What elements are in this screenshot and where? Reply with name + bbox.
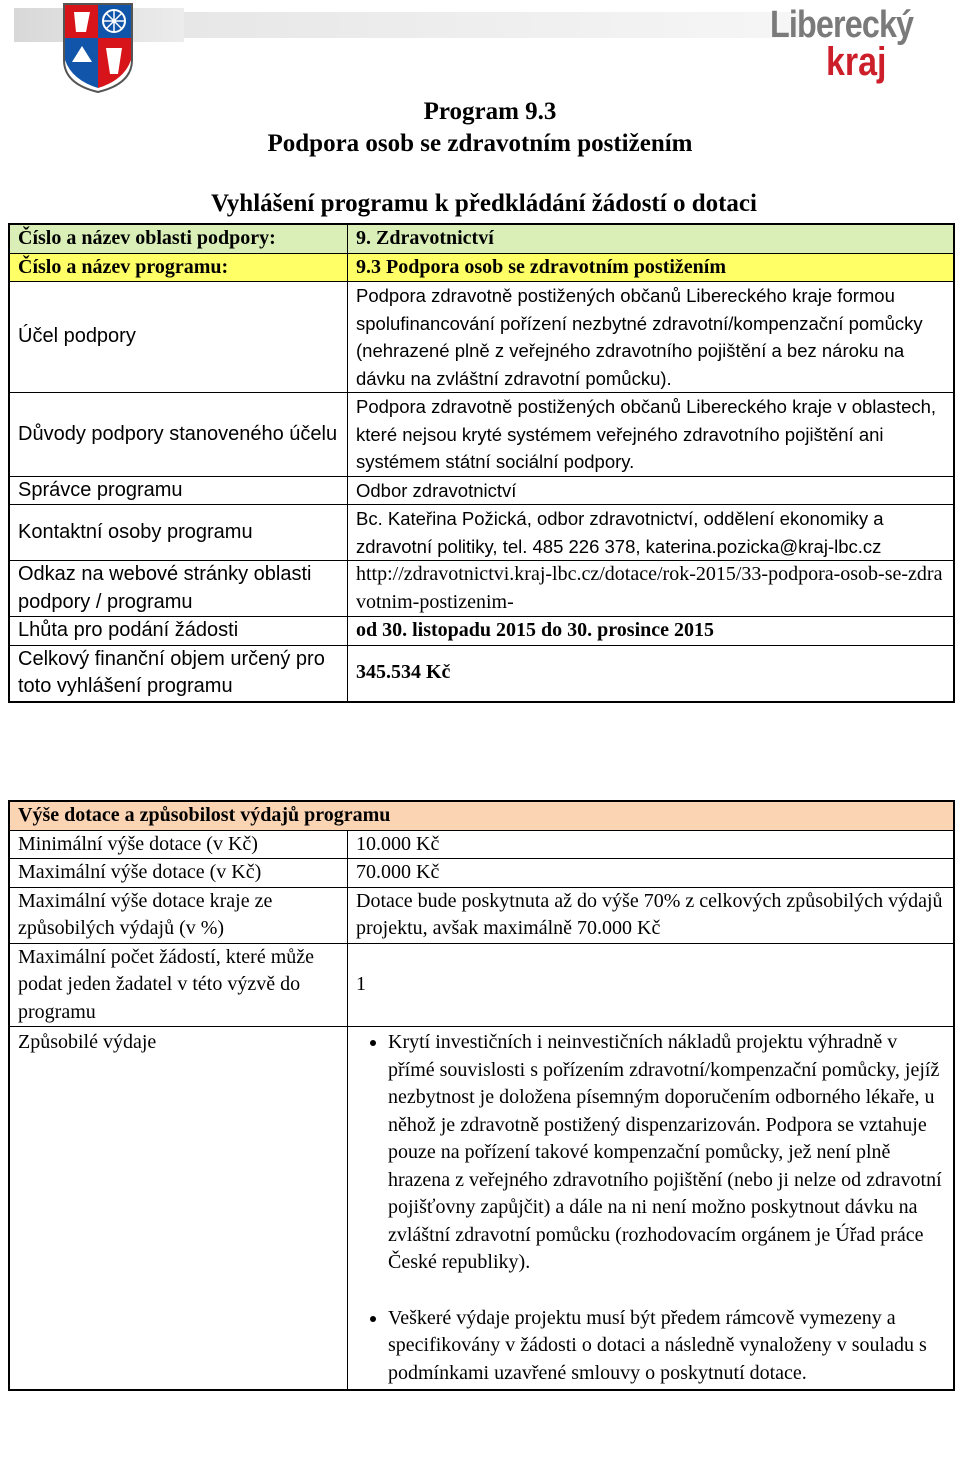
grant-heading: Výše dotace a způsobilost výdajů programu — [9, 801, 954, 830]
liberecky-kraj-logo — [770, 4, 920, 84]
eligible-row — [9, 1027, 954, 1391]
min-row — [9, 830, 954, 859]
program-label: Číslo a název programu: — [9, 253, 348, 282]
coat-of-arms-icon — [62, 2, 134, 94]
eligible-values — [348, 1027, 955, 1391]
contact-row — [9, 505, 954, 561]
eligible-item: • Veškeré výdaje projektu musí být předem rámcově vymezeny a specifikovány v žádosti o dotaci a následně vynaloženy v souladu s podmínkami uzavřené smlouvy o poskytnutí dotace. — [388, 1305, 945, 1388]
grant-table — [8, 800, 955, 1391]
deadline-row — [9, 617, 954, 646]
program-name-title: Podpora osob se zdravotním postižením — [267, 130, 693, 157]
link-row — [9, 561, 954, 617]
reasons-row — [9, 393, 954, 477]
eligible-list — [356, 1029, 945, 1387]
eligible-item: • Krytí investičních i neinvestičních nákladů projektu výhradně v přímé souvislosti s pořízením zdravotní/kompenzační pomůcky, jejíž nezbytnost je doložena písemným doporučením odborného lékaře, u něhož je zdravotně postižený dispenzarizován. Podpora se vztahuje pouze na pořízení takové kompenzační pomůcky, jež není plně hrazena z veřejného zdravotního pojištění (nebo ji nelze od zdravotní pojišťovny zapůjčit) a dále na ni není možno poskytnout dávku na zvláštní zdravotní pomůcku (rozhodovacím orgánem je Úřad práce České republiky). — [388, 1029, 945, 1277]
max-label: Maximální výše dotace (v Kč) — [9, 859, 348, 888]
min-value: 10.000 Kč — [348, 830, 955, 859]
link-label: Odkaz na webové stránky oblasti podpory / programu — [9, 561, 348, 617]
total-row — [9, 645, 954, 702]
deadline-label: Lhůta pro podání žádosti — [9, 617, 348, 646]
area-row — [9, 224, 954, 253]
contact-label: Kontaktní osoby programu — [9, 505, 348, 561]
area-label: Číslo a název oblasti podpory: — [9, 224, 348, 253]
program-info-table — [8, 223, 955, 703]
brand-line-2: kraj — [826, 40, 887, 84]
admin-label: Správce programu — [9, 476, 348, 505]
max-value: 70.000 Kč — [348, 859, 955, 888]
program-number-title: Program 9.3 — [423, 98, 557, 125]
max-pct-value: Dotace bude poskytnuta až do výše 70% z celkových způsobilých výdajů projektu, avšak maximálně 70.000 Kč — [348, 887, 955, 943]
announcement-title: Vyhlášení programu k předkládání žádostí o dotaci — [211, 190, 757, 217]
purpose-label: Účel podpory — [9, 282, 348, 393]
program-row — [9, 253, 954, 282]
reasons-label: Důvody podpory stanoveného účelu — [9, 393, 348, 477]
max-pct-row — [9, 887, 954, 943]
reasons-value: Podpora zdravotně postižených občanů Libereckého kraje v oblastech, které nejsou kryté systémem veřejného zdravotního pojištění ani systémem státní sociální podpory. — [348, 393, 955, 477]
max-row — [9, 859, 954, 888]
program-value: 9.3 Podpora osob se zdravotním postižením — [348, 253, 955, 282]
admin-row — [9, 476, 954, 505]
header-decor-bar — [150, 12, 800, 38]
max-count-label: Maximální počet žádostí, které může podat jeden žadatel v této výzvě do programu — [9, 943, 348, 1027]
eligible-label: Způsobilé výdaje — [9, 1027, 348, 1391]
grant-heading-row — [9, 801, 954, 830]
link-value[interactable]: http://zdravotnictvi.kraj-lbc.cz/dotace/rok-2015/33-podpora-osob-se-zdravotnim-postizenim- — [348, 561, 955, 617]
total-label: Celkový finanční objem určený pro toto vyhlášení programu — [9, 645, 348, 702]
max-count-row — [9, 943, 954, 1027]
purpose-row — [9, 282, 954, 393]
total-value: 345.534 Kč — [348, 645, 955, 702]
max-count-value: 1 — [348, 943, 955, 1027]
max-pct-label: Maximální výše dotace kraje ze způsobilých výdajů (v %) — [9, 887, 348, 943]
contact-value: Bc. Kateřina Požická, odbor zdravotnictví, oddělení ekonomiky a zdravotní politiky, tel. 485 226 378, katerina.pozicka@kraj-lbc.cz — [348, 505, 955, 561]
deadline-value: od 30. listopadu 2015 do 30. prosince 2015 — [348, 617, 955, 646]
brand-line-1: Liberecký — [770, 4, 914, 46]
min-label: Minimální výše dotace (v Kč) — [9, 830, 348, 859]
purpose-value: Podpora zdravotně postižených občanů Libereckého kraje formou spolufinancování pořízení nezbytné zdravotní/kompenzační pomůcky (nehrazené plně z veřejného zdravotního pojištění a bez nároku na dávku na zvláštní zdravotní pomůcku). — [348, 282, 955, 393]
area-value: 9. Zdravotnictví — [348, 224, 955, 253]
admin-value: Odbor zdravotnictví — [348, 476, 955, 505]
page-header — [0, 0, 960, 95]
